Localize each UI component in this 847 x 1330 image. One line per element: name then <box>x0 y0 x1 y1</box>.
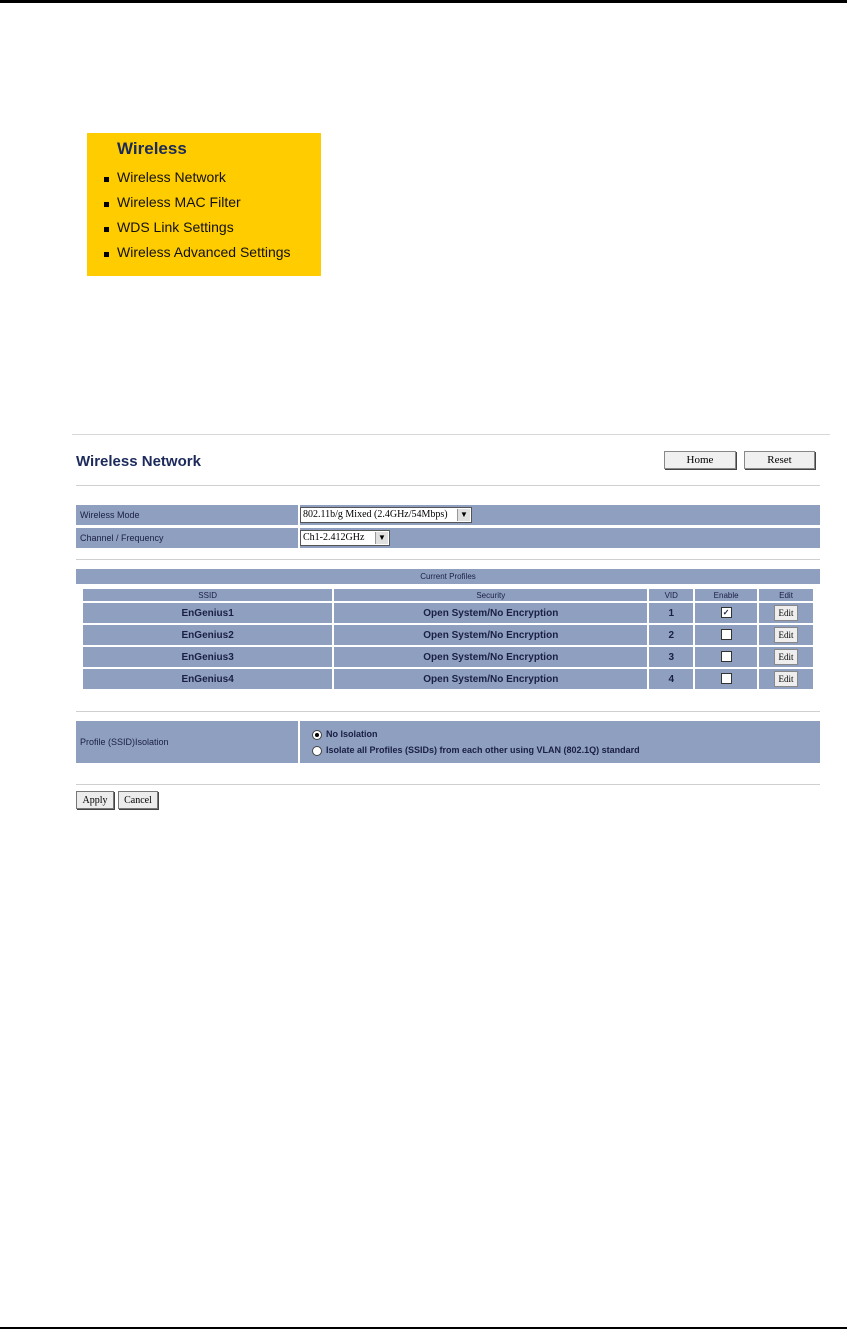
enable-cell <box>695 603 757 623</box>
bullet-icon <box>104 202 109 207</box>
page-title: Wireless Network <box>76 453 201 470</box>
channel-label: Channel / Frequency <box>80 533 164 543</box>
chevron-down-icon: ▼ <box>375 532 388 544</box>
col-vid: VID <box>649 589 693 601</box>
cancel-button[interactable]: Cancel <box>118 791 158 809</box>
table-header-row <box>83 589 813 601</box>
divider <box>76 485 820 486</box>
edit-cell <box>759 625 813 645</box>
no-isolation-label: No Isolation <box>326 729 378 739</box>
ssid-cell: EnGenius2 <box>83 625 332 645</box>
enable-cell <box>695 669 757 689</box>
wireless-mode-label: Wireless Mode <box>80 510 140 520</box>
channel-select[interactable] <box>300 530 390 546</box>
divider <box>76 784 820 785</box>
enable-cell <box>695 647 757 667</box>
enable-cell <box>695 625 757 645</box>
isolation-label: Profile (SSID)Isolation <box>80 737 169 747</box>
reset-button[interactable]: Reset <box>744 451 815 469</box>
enable-checkbox[interactable] <box>721 673 732 684</box>
col-enable: Enable <box>695 589 757 601</box>
radio-button[interactable] <box>312 746 322 756</box>
enable-checkbox[interactable] <box>721 651 732 662</box>
enable-checkbox[interactable]: ✓ <box>721 607 732 618</box>
edit-cell <box>759 669 813 689</box>
menu-item-label: Wireless MAC Filter <box>117 194 241 210</box>
menu-title: Wireless <box>117 139 187 158</box>
security-cell: Open System/No Encryption <box>334 603 647 623</box>
cell-divider <box>298 721 300 763</box>
vid-cell: 2 <box>649 625 693 645</box>
edit-button[interactable]: Edit <box>774 627 798 643</box>
col-security: Security <box>334 589 647 601</box>
wireless-mode-value: 802.11b/g Mixed (2.4GHz/54Mbps) <box>303 509 448 520</box>
current-profiles-header: Current Profiles <box>76 569 820 584</box>
table-row <box>83 647 813 667</box>
profiles-table <box>81 587 815 691</box>
wireless-mode-row <box>76 505 820 525</box>
table-row <box>83 625 813 645</box>
ssid-cell: EnGenius3 <box>83 647 332 667</box>
apply-button[interactable]: Apply <box>76 791 114 809</box>
ssid-cell: EnGenius1 <box>83 603 332 623</box>
edit-cell <box>759 603 813 623</box>
radio-button[interactable] <box>312 730 322 740</box>
wireless-mode-select[interactable] <box>300 507 472 523</box>
edit-button[interactable]: Edit <box>774 649 798 665</box>
menu-item-label: WDS Link Settings <box>117 219 234 235</box>
bullet-icon <box>104 177 109 182</box>
vid-cell: 3 <box>649 647 693 667</box>
menu-item-label: Wireless Network <box>117 169 226 185</box>
menu-item-wireless-advanced-settings[interactable] <box>117 240 321 265</box>
menu-item-wds-link-settings[interactable] <box>117 215 321 240</box>
top-rule <box>0 0 847 3</box>
wireless-network-panel <box>72 434 830 815</box>
col-ssid: SSID <box>83 589 332 601</box>
edit-button[interactable]: Edit <box>774 605 798 621</box>
channel-value: Ch1-2.412GHz <box>303 532 365 543</box>
divider <box>76 711 820 712</box>
edit-button[interactable]: Edit <box>774 671 798 687</box>
menu-item-wireless-mac-filter[interactable] <box>117 190 321 215</box>
no-isolation-option[interactable] <box>312 729 378 740</box>
menu-item-wireless-network[interactable] <box>117 165 321 190</box>
isolation-row <box>76 721 820 763</box>
channel-row <box>76 528 820 548</box>
bullet-icon <box>104 252 109 257</box>
table-row <box>83 603 813 623</box>
ssid-cell: EnGenius4 <box>83 669 332 689</box>
vlan-isolation-label: Isolate all Profiles (SSIDs) from each other using VLAN (802.1Q) standard <box>326 745 640 755</box>
vid-cell: 1 <box>649 603 693 623</box>
chevron-down-icon: ▼ <box>457 509 470 521</box>
edit-cell <box>759 647 813 667</box>
bottom-rule <box>0 1327 847 1329</box>
vlan-isolation-option[interactable] <box>312 745 640 756</box>
menu-item-label: Wireless Advanced Settings <box>117 244 291 260</box>
enable-checkbox[interactable] <box>721 629 732 640</box>
home-button[interactable]: Home <box>664 451 736 469</box>
bullet-icon <box>104 227 109 232</box>
col-edit: Edit <box>759 589 813 601</box>
wireless-menu <box>87 133 321 276</box>
security-cell: Open System/No Encryption <box>334 669 647 689</box>
table-row <box>83 669 813 689</box>
security-cell: Open System/No Encryption <box>334 647 647 667</box>
divider <box>76 559 820 560</box>
vid-cell: 4 <box>649 669 693 689</box>
security-cell: Open System/No Encryption <box>334 625 647 645</box>
